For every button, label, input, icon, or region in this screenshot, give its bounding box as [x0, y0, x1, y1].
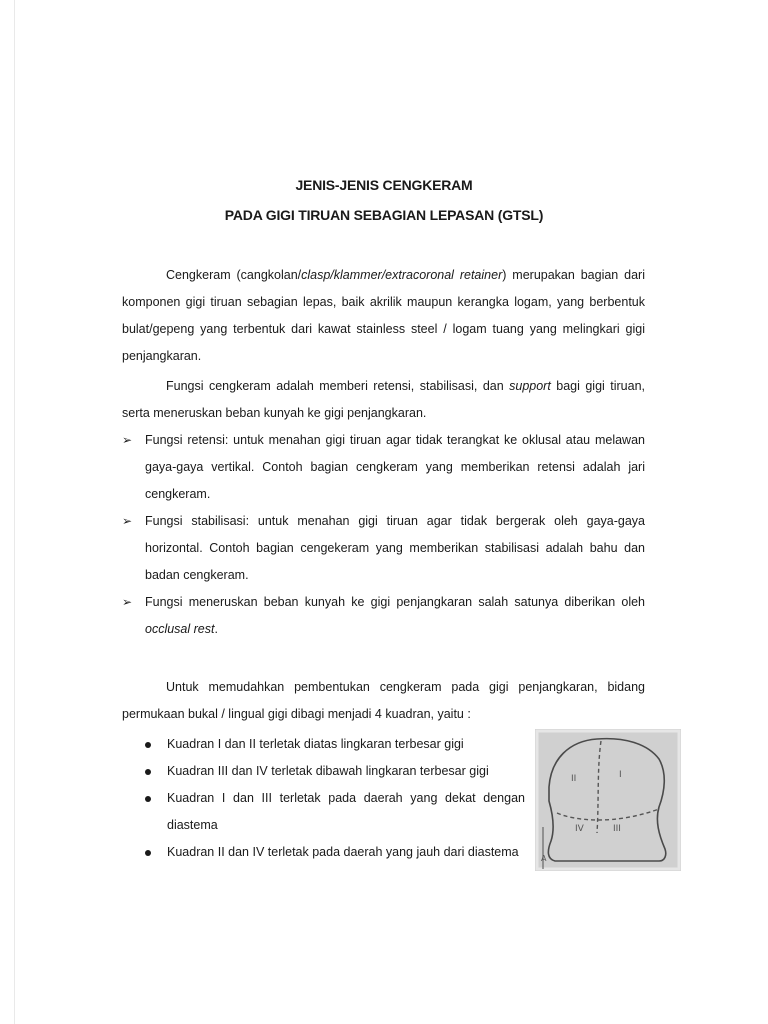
function-item-beban — [122, 589, 645, 643]
arrow-bullet-icon: ➢ — [122, 514, 133, 528]
quadrant-item — [142, 839, 525, 866]
quadrant-item — [142, 785, 525, 839]
function-paragraph — [122, 373, 645, 427]
arrow-bullet-icon: ➢ — [122, 595, 133, 609]
intro-text-1: Cengkeram (cangkolan/ — [166, 268, 302, 282]
function-text-1: Fungsi cengkeram adalah memberi retensi, stabilisasi, dan — [166, 379, 510, 393]
function-item-retensi — [122, 427, 645, 508]
function-item-italic: occlusal rest — [145, 622, 215, 636]
quadrant-label-i: I — [619, 770, 622, 780]
quadrant-label-ii: II — [571, 774, 577, 784]
bullet-icon — [145, 742, 151, 748]
function-item-text: Fungsi retensi: untuk menahan gigi tiruan agar tidak terangkat ke oklusal atau melawan gaya-gaya vertikal. Contoh bagian cengkeram yang memberikan retensi adalah jari cengkeram. — [145, 433, 645, 501]
intro-paragraph — [122, 262, 645, 370]
quadrant-item — [142, 731, 525, 758]
function-item-text: Fungsi stabilisasi: untuk menahan gigi tiruan agar tidak bergerak oleh gaya-gaya horizontal. Contoh bagian cengekeram yang memberikan stabilisasi adalah bahu dan badan cengkeram. — [145, 514, 645, 582]
bullet-icon — [145, 769, 151, 775]
intro-text-2: ) merupakan bagian dari komponen gigi tiruan sebagian lepas, baik akrilik maupun kerangka logam, yang berbentuk bulat/gepeng yang terbentuk dari kawat stainless steel / logam tuang yang melingkari gigi penjangkaran. — [122, 268, 645, 363]
quadrant-intro — [122, 674, 645, 728]
arrow-bullet-icon: ➢ — [122, 433, 133, 447]
quadrant-item-text: Kuadran I dan III terletak pada daerah yang dekat dengan diastema — [167, 791, 525, 832]
tooth-quadrant-drawing — [535, 729, 681, 871]
function-text-2: bagi gigi tiruan, serta meneruskan beban kunyah ke gigi penjangkaran. — [122, 379, 645, 420]
page-subtitle: PADA GIGI TIRUAN SEBAGIAN LEPASAN (GTSL) — [224, 207, 544, 223]
bullet-icon — [145, 850, 151, 856]
function-item-end: . — [214, 622, 218, 636]
quadrant-item-text: Kuadran II dan IV terletak pada daerah yang jauh dari diastema — [167, 845, 519, 859]
quadrant-item-text: Kuadran III dan IV terletak dibawah lingkaran terbesar gigi — [167, 764, 489, 778]
bullet-icon — [145, 796, 151, 802]
function-item-text: Fungsi meneruskan beban kunyah ke gigi penjangkaran salah satunya diberikan oleh — [145, 595, 645, 609]
function-italic: support — [509, 379, 551, 393]
quadrant-intro-text: Untuk memudahkan pembentukan cengkeram pada gigi penjangkaran, bidang permukaan bukal / lingual gigi dibagi menjadi 4 kuadran, yaitu : — [122, 680, 645, 721]
page-edge — [14, 0, 15, 1024]
function-item-stabilisasi — [122, 508, 645, 589]
tooth-quadrant-figure — [535, 729, 681, 871]
intro-italic: clasp/klammer/extracoronal retainer — [301, 268, 503, 282]
quadrant-label-iii: III — [613, 824, 621, 834]
quadrant-item — [142, 758, 525, 785]
page-title: JENIS-JENIS CENGKERAM — [295, 177, 473, 193]
quadrant-label-iv: IV — [575, 824, 584, 834]
function-list — [122, 427, 645, 643]
figure-label-a: A — [541, 854, 547, 863]
quadrant-item-text: Kuadran I dan II terletak diatas lingkaran terbesar gigi — [167, 737, 464, 751]
quadrant-list — [142, 731, 525, 866]
